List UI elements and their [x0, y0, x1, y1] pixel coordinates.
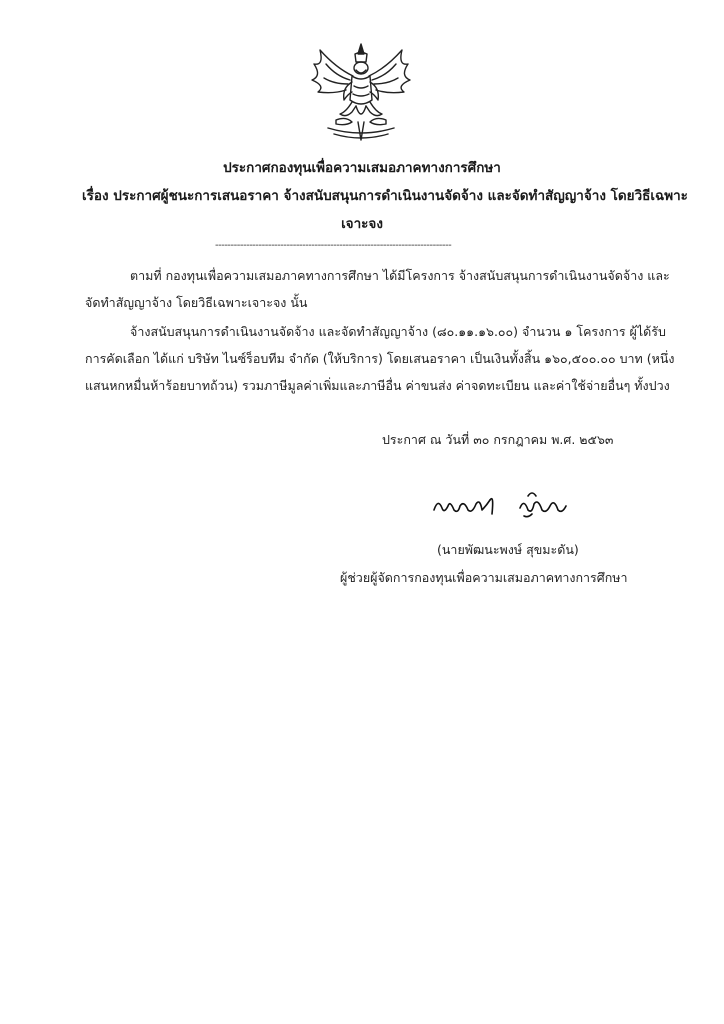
signer-position: ผู้ช่วยผู้จัดการกองทุนเพื่อความเสมอภาคทางการศึกษา: [340, 570, 628, 585]
paragraph-2-line-2: การคัดเลือก ได้แก่ บริษัท ไนซ์ร็อบทีม จำกัด (ให้บริการ) โดยเสนอราคา เป็นเงินทั้งสิ้น ๑๖๐,๕๐๐.๐๐ บาท (หนึ่ง: [85, 351, 675, 366]
announcement-title: ประกาศกองทุนเพื่อความเสมอภาคทางการศึกษา: [223, 160, 501, 176]
divider-line: ----------------------------------------------------------------------------: [215, 240, 452, 251]
handwritten-signature: [432, 488, 570, 520]
announcement-subject-continued: เจาะจง: [341, 216, 383, 232]
paragraph-1-line-1: ตามที่ กองทุนเพื่อความเสมอภาคทางการศึกษา ได้มีโครงการ จ้างสนับสนุนการดำเนินงานจัดจ้าง และ: [130, 268, 670, 283]
signer-name: (นายพัฒนะพงษ์ สุขมะดัน): [437, 542, 579, 557]
paragraph-2-line-1: จ้างสนับสนุนการดำเนินงานจัดจ้าง และจัดทำสัญญาจ้าง (๘๐.๑๑.๑๖.๐๐) จำนวน ๑ โครงการ ผู้ได้รับ: [130, 324, 666, 339]
paragraph-2-line-3: แสนหกหมื่นห้าร้อยบาทถ้วน) รวมภาษีมูลค่าเพิ่มและภาษีอื่น ค่าขนส่ง ค่าจดทะเบียน และค่าใช้จ่ายอื่นๆ ทั้งปวง: [85, 378, 670, 393]
announcement-date: ประกาศ ณ วันที่ ๓๐ กรกฎาคม พ.ศ. ๒๕๖๓: [382, 432, 614, 447]
announcement-subject: เรื่อง ประกาศผู้ชนะการเสนอราคา จ้างสนับสนุนการดำเนินงานจัดจ้าง และจัดทำสัญญาจ้าง โดยวิธีเฉพาะ: [82, 188, 688, 204]
paragraph-1-line-2: จัดทำสัญญาจ้าง โดยวิธีเฉพาะเจาะจง นั้น: [85, 295, 308, 310]
garuda-emblem-icon: [306, 42, 416, 144]
